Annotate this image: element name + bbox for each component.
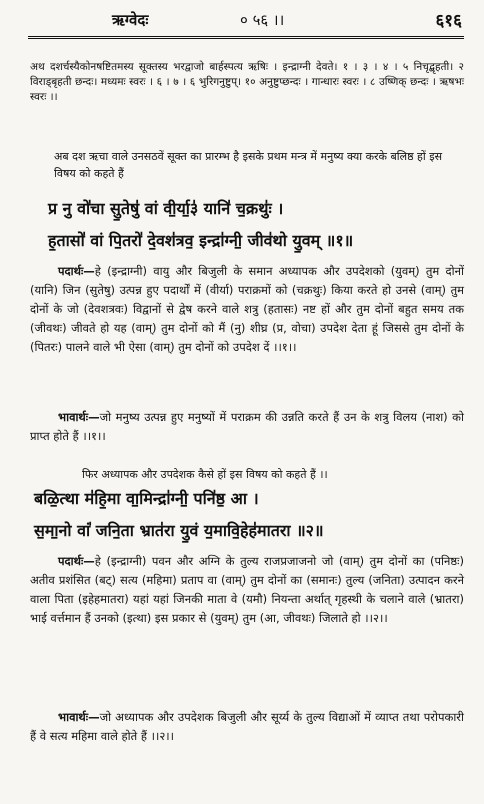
bhavartha-1-text: जो मनुष्य उत्पन्न हुए मनुष्यों में पराक्रम की उन्नति करते हैं उन के शत्रु विलय (नाश) को प्राप्त होते हैं ।।१।।	[30, 410, 464, 443]
sukta-intro	[30, 148, 444, 182]
header-rule	[28, 36, 464, 39]
mantra-2-line-2: स॒मा॒नो वां॑ जनि॒ता भ्रात॑रा यु॒वं य॒मावि॒हेह॑मातरा ॥२॥	[34, 521, 324, 540]
bhavartha-2-label: भावार्थः—	[58, 710, 100, 724]
intro-2	[30, 466, 464, 483]
padartha-2	[30, 552, 464, 628]
mantra-2	[30, 486, 464, 544]
mantra-1-line-2: ह॒तासो॑ वां पि॒तरो॑ दे॒वश॑त्रव॒ इन्द्रा॑ग्नी॒ जीव॑थो यु॒वम् ॥१॥	[48, 231, 354, 250]
padartha-1-label: पदार्थः—	[58, 264, 95, 278]
mantra-2-line-1: बळि॒त्था म॑हि॒मा वा॒मिन्द्रा॑ग्नी॒ पनि॑ष्ठ॒ आ ।	[34, 489, 259, 508]
book-title: ऋग्वेदः	[112, 11, 149, 29]
bhavartha-2	[30, 708, 464, 746]
bhavartha-2-text: जो अध्यापक और उपदेशक बिजुली और सूर्य्य के तुल्य विद्याओं में व्याप्त तथा परोपकारी हैं वे सत्य महिमा वाले होते हैं ।।२।।	[30, 710, 464, 743]
mantra-1	[30, 196, 464, 254]
page-header	[30, 8, 462, 32]
intro-2-text: फिर अध्यापक और उपदेशक कैसे हों इस विषय को कहते हैं ।।	[82, 468, 328, 481]
sukta-meta	[30, 60, 464, 105]
mantra-1-line-1: प्र नु वो॑चा सु॒तेषु॑ वां वी॒र्या॒३॑ यानि॑ च॒क्रथुः॑ ।	[48, 199, 284, 218]
sukta-intro-text: अब दश ऋचा वाले उनसठवें सूक्त का प्रारम्भ है इसके प्रथम मन्त्र में मनुष्य क्या करके बलिष्ठ हों इस विषय को कहते हैं	[54, 150, 443, 180]
padartha-2-text: हे (इन्द्राग्नी) पवन और अग्नि के तुल्य राजप्रजाजनो जो (वाम्) तुम दोनों का (पनिष्ठः) अतीव प्रशंसित (बट्) सत्य (महिमा) प्रताप वा (वाम्) तुम दोनों का (समानः) तुल्य (जनिता) उत्पादन करने वाला पिता (इहेहमातरा) यहां यहां जिनकी माता वे (यमौ) नियन्ता अर्थात् गृहस्थी के चलाने वाले (भ्रातरा) भाई वर्त्तमान हैं उनको (इत्था) इस प्रकार से (युवम्) तुम (आ, जीवथः) जिलाते हो ।।२।।	[30, 554, 464, 625]
bhavartha-1-label: भावार्थः—	[58, 410, 100, 424]
padartha-2-label: पदार्थः—	[58, 554, 95, 568]
padartha-1-text: हे (इन्द्राग्नी) वायु और बिजुली के समान अध्यापक और उपदेशको (युवम्) तुम दोनों (यानि) जिन (सुतेषु) उत्पन्न हुए पदार्थों में (वीर्या) पराक्रमों को (चक्रथुः) किया करते हो उनसे (वाम्) तुम दोनों के जो (देवशत्रवः) विद्वानों से द्वेष करने वाले शत्रु (हतासः) नष्ट हों और तुम दोनों बहुत समय तक (जीवथः) जीवते हो यह (वाम्) तुम दोनों को मैं (नु) शीघ्र (प्र, वोचा) उपदेश देता हूं जिससे तुम दोनों के (पितरः) पालने वाले भी ऐसा (वाम्) तुम दोनों को उपदेश दें ।।१।।	[30, 264, 464, 354]
sukta-meta-text: अथ दशर्चस्यैकोनषष्टितमस्य सूक्तस्य भरद्वाजो बार्हस्पत्य ऋषिः । इन्द्राग्नी देवते। १ । ३ । ४ । ५ निचृद्बृहती। २ विराड्बृहती छन्दः। मध्यमः स्वरः । ६ । ७ । ६ भुरिगनुष्टुप्। १० अनुष्टुप्छन्दः । गान्धारः स्वरः । ८ उष्णिक् छन्दः । ऋषभः स्वरः ।।	[30, 61, 464, 103]
part-number: ० ५६ ।।	[240, 11, 285, 29]
padartha-1	[30, 262, 464, 357]
bhavartha-1	[30, 408, 464, 446]
page-number: ६१६	[435, 11, 462, 31]
